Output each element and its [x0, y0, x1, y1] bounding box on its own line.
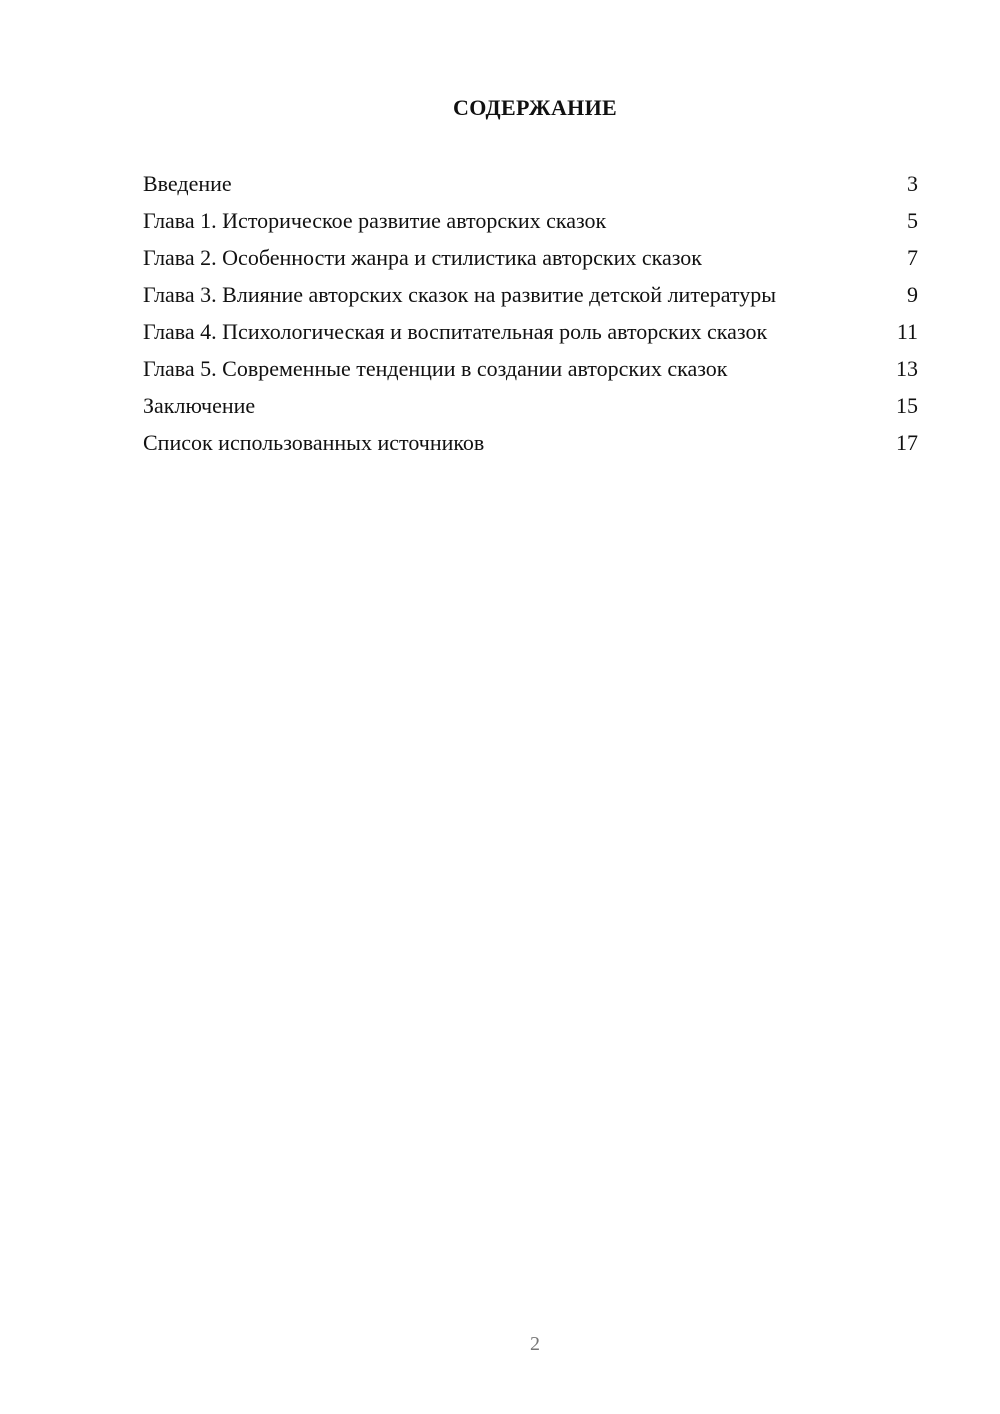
toc-entry-references [143, 429, 918, 457]
toc-entry-chapter-2 [143, 244, 918, 272]
toc-entry-label: Глава 1. Историческое развитие авторских сказок [143, 208, 607, 233]
page-number: 2 [530, 1333, 540, 1355]
toc-entry-chapter-5 [143, 355, 918, 383]
toc-entry-label: Заключение [143, 393, 256, 418]
toc-entry-page: 5 [907, 208, 918, 233]
toc-entry-page: 15 [896, 393, 918, 418]
toc-heading: СОДЕРЖАНИЕ [453, 95, 617, 120]
toc-entry-label: Глава 4. Психологическая и воспитательная роль авторских сказок [143, 319, 768, 344]
toc-entry-page: 13 [896, 356, 918, 381]
toc-entry-page: 7 [907, 245, 918, 270]
toc-entry-page: 17 [896, 430, 918, 455]
table-of-contents [143, 170, 918, 466]
toc-entry-chapter-4 [143, 318, 918, 346]
toc-entry-label: Глава 2. Особенности жанра и стилистика авторских сказок [143, 245, 702, 270]
toc-entry-label: Список использованных источников [143, 430, 485, 455]
toc-entry-conclusion [143, 392, 918, 420]
toc-entry-page: 9 [907, 282, 918, 307]
toc-entry-page: 11 [896, 319, 918, 344]
toc-entry-label: Введение [143, 171, 232, 196]
toc-entry-introduction [143, 170, 918, 198]
toc-entry-page: 3 [907, 171, 918, 196]
toc-entry-chapter-3 [143, 281, 918, 309]
toc-entry-label: Глава 5. Современные тенденции в создании авторских сказок [143, 356, 728, 381]
toc-entry-label: Глава 3. Влияние авторских сказок на развитие детской литературы [143, 282, 777, 307]
toc-entry-chapter-1 [143, 207, 918, 235]
